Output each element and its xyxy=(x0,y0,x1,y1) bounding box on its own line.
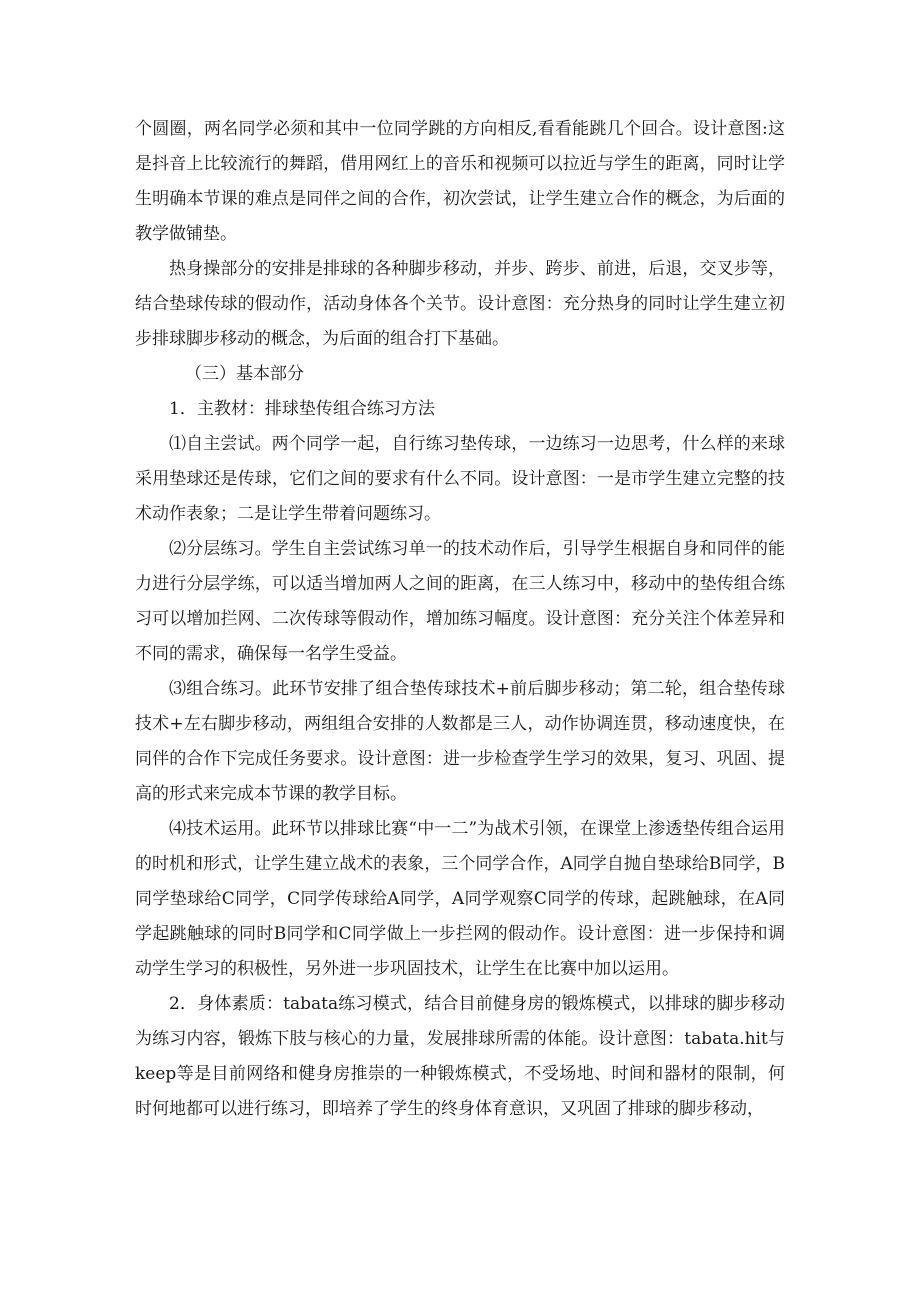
paragraph-warmup-dance-continuation: 个圆圈，两名同学必须和其中一位同学跳的方向相反,看看能跳几个回合。设计意图:这是抖音上比较流行的舞蹈，借用网红上的音乐和视频可以拉近与学生的距离，同时让学生明确本节课的难点是同伴之间的合作，初次尝试，让学生建立合作的概念，为后面的教学做铺垫。 xyxy=(135,119,785,244)
section-heading-basic-part: （三）基本部分 xyxy=(185,364,304,384)
paragraph-combined-practice: ⑶组合练习。此环节安排了组合垫传球技术+前后脚步移动；第二轮，组合垫传球技术+左右脚步移动，两组组合安排的人数都是三人，动作协调连贯，移动速度快，在同伴的合作下完成任务要求。设计意图：进一步检查学生学习的效果，复习、巩固、提高的形式来完成本节课的教学目标。 xyxy=(135,679,785,804)
paragraph-physical-fitness: 2．身体素质：tabata练习模式，结合目前健身房的锻炼模式，以排球的脚步移动为练习内容，锻炼下肢与核心的力量，发展排球所需的体能。设计意图：tabata.hit与keep等是目前网络和健身房推崇的一种锻炼模式，不受场地、时间和器材的限制，何时何地都可以进行练习，即培养了学生的终身体育意识，又巩固了排球的脚步移动， xyxy=(135,994,785,1119)
subheading-main-material: 1．主教材：排球垫传组合练习方法 xyxy=(169,399,435,419)
document-body xyxy=(135,112,785,1127)
paragraph-technique-application: ⑷技术运用。此环节以排球比赛“中一二”为战术引领，在课堂上渗透垫传组合运用的时机和形式，让学生建立战术的表象，三个同学合作，A同学自抛自垫球给B同学，B同学垫球给C同学，C同学传球给A同学，A同学观察C同学的传球，起跳触球，在A同学起跳触球的同时B同学和C同学做上一步拦网的假动作。设计意图：进一步保持和调动学生学习的积极性，另外进一步巩固技术，让学生在比赛中加以运用。 xyxy=(135,819,785,979)
paragraph-warmup-exercises: 热身操部分的安排是排球的各种脚步移动，并步、跨步、前进，后退，交叉步等，结合垫球传球的假动作，活动身体各个关节。设计意图：充分热身的同时让学生建立初步排球脚步移动的概念，为后面的组合打下基础。 xyxy=(135,259,785,349)
paragraph-layered-practice: ⑵分层练习。学生自主尝试练习单一的技术动作后，引导学生根据自身和同伴的能力进行分层学练，可以适当增加两人之间的距离，在三人练习中，移动中的垫传组合练习可以增加拦网、二次传球等假动作，增加练习幅度。设计意图：充分关注个体差异和不同的需求，确保每一名学生受益。 xyxy=(135,539,785,664)
paragraph-self-attempt: ⑴自主尝试。两个同学一起，自行练习垫传球，一边练习一边思考，什么样的来球采用垫球还是传球，它们之间的要求有什么不同。设计意图：一是市学生建立完整的技术动作表象；二是让学生带着问题练习。 xyxy=(135,434,785,524)
